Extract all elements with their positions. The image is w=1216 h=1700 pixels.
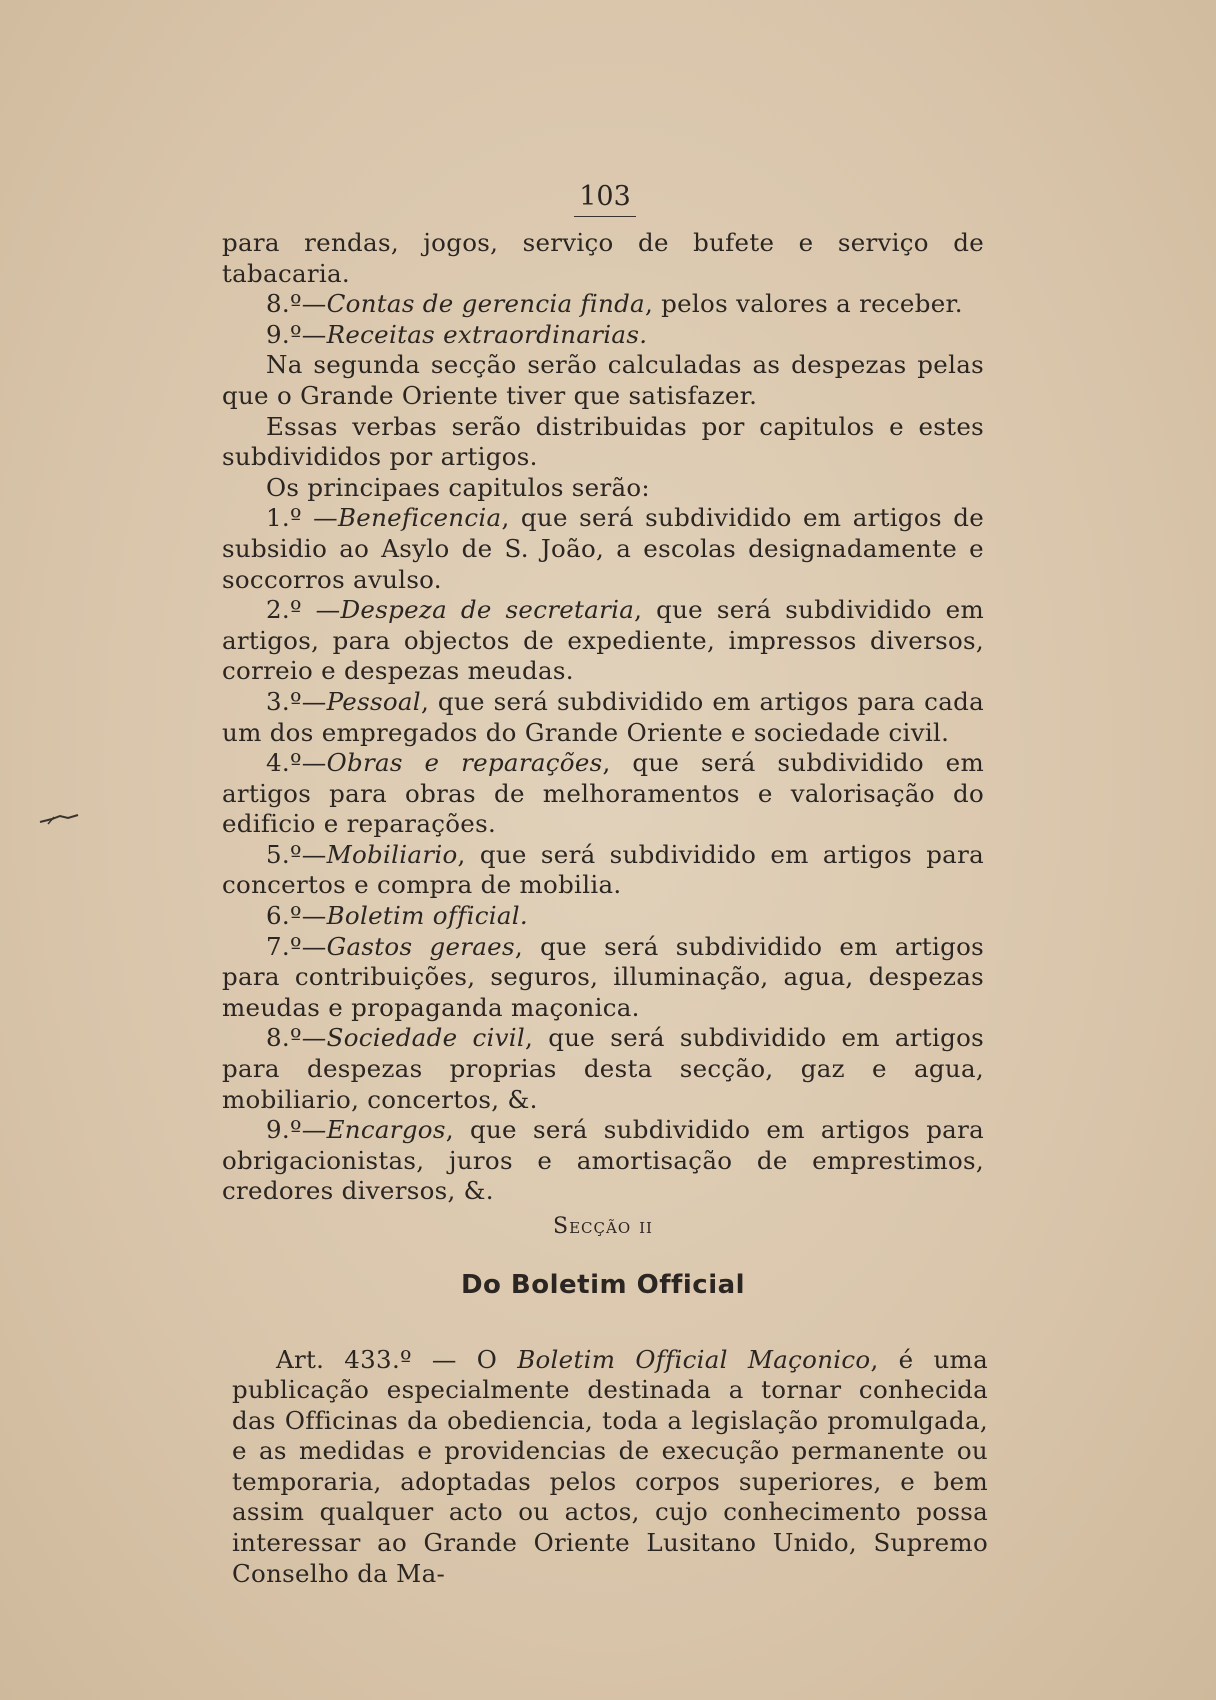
section-heading: Secção ii [553, 1214, 653, 1239]
paragraph-9: 4.º—Obras e reparações, que será subdividido em artigos para obras de melhoramentos e valorisação do edificio e reparações. [222, 748, 984, 839]
paragraph-13: 8.º—Sociedade civil, que será subdividido em artigos para despezas proprias desta secção, gaz e agua, mobiliario, concertos, &. [222, 1023, 984, 1114]
paragraph-3: Na segunda secção serão calculadas as despezas pelas que o Grande Oriente tiver que satisfazer. [222, 350, 984, 410]
paragraph-1: 8.º—Contas de gerencia finda, pelos valores a receber. [266, 289, 963, 319]
paragraph-8: 3.º—Pessoal, que será subdividido em artigos para cada um dos empregados do Grande Oriente e sociedade civil. [222, 686, 984, 747]
article-433: Art. 433.º — O Boletim Official Maçonico, é uma publicação especialmente destinada a tornar conhecida das Officinas da obediencia, toda a legislação promulgada, e as medidas e providencias de execução permanente ou temporaria, adoptadas pelos corpos superiores, e bem assim qualquer acto ou actos, cujo conhecimento possa interessar ao Grande Oriente Lusitano Unido, Supremo Conselho da Ma- [232, 1344, 988, 1588]
ink-mark-icon [38, 812, 80, 826]
paragraph-5: Os principaes capitulos serão: [266, 472, 650, 502]
paragraph-11: 6.º—Boletim official. [266, 901, 529, 931]
paragraph-2: 9.º—Receitas extraordinarias. [266, 319, 648, 349]
paragraph-12: 7.º—Gastos geraes, que será subdividido em artigos para contribuições, seguros, illuminação, agua, despezas meudas e propaganda maçonica. [222, 931, 984, 1022]
page-number: 103 [574, 180, 636, 217]
body-text [222, 228, 984, 1207]
paragraph-6: 1.º —Beneficencia, que será subdividido em artigos de subsidio ao Asylo de S. João, a escolas designadamente e soccorros avulso. [222, 503, 984, 594]
paragraph-0: para rendas, jogos, serviço de bufete e serviço de tabacaria. [222, 228, 984, 288]
paragraph-7: 2.º —Despeza de secretaria, que será subdividido em artigos, para objectos de expediente, impressos diversos, correio e despezas meudas. [222, 595, 984, 686]
paragraph-14: 9.º—Encargos, que será subdividido em artigos para obrigacionistas, juros e amortisação de emprestimos, credores diversos, &. [222, 1115, 984, 1206]
paragraph-4: Essas verbas serão distribuidas por capitulos e estes subdivididos por artigos. [222, 411, 984, 472]
section-title: Do Boletim Official [460, 1270, 746, 1300]
paragraph-10: 5.º—Mobiliario, que será subdividido em artigos para concertos e compra de mobilia. [222, 839, 984, 900]
article-text [232, 1320, 988, 1614]
